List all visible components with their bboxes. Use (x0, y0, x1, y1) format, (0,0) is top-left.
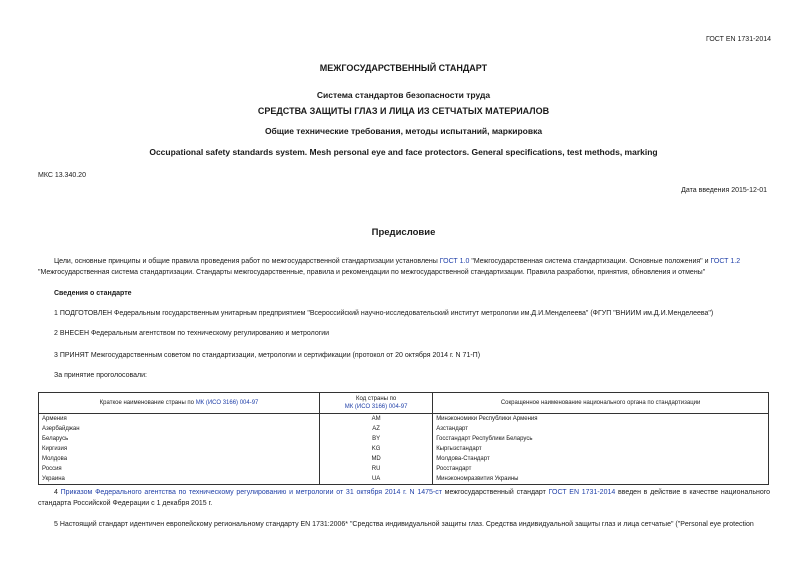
country-name: Армения (39, 414, 320, 425)
header-country-code (320, 393, 433, 414)
table-row (39, 464, 769, 474)
gost-1-0-link[interactable]: ГОСТ 1.0 (439, 258, 470, 265)
country-name: Россия (39, 464, 320, 474)
country-code: MD (320, 454, 433, 464)
preface-paragraph-4 (38, 487, 770, 509)
english-title: Occupational safety standards system. Mesh personal eye and face protectors. General specifications, test methods, marking (149, 147, 658, 157)
paragraph-text: Цели, основные принципы и общие правила проведения работ по межгосударственной стандартизации установлены (54, 258, 440, 265)
standards-body: Азстандарт (433, 424, 769, 434)
header-text: Код страны по (356, 396, 397, 402)
standards-body: Молдова-Стандарт (433, 454, 769, 464)
effective-date: Дата введения 2015-12-01 (681, 187, 767, 194)
info-item-prepared: 1 ПОДГОТОВЛЕН Федеральным государственным унитарным предприятием "Всероссийский научно-исследовательский институт метрологии им.Д.И.Менделеева" (ФГУП "ВНИИМ им.Д.И.Менделеева") (54, 310, 714, 317)
header-country-name (39, 393, 320, 414)
paragraph-text: "Межгосударственная система стандартизации. Стандарты межгосударственные, правила и рекомендации по межгосударственной стандартизации. Правила разработки, принятия, обновления и отмены" (38, 269, 706, 276)
paragraph-text: межгосударственный стандарт (441, 489, 549, 496)
document-main-title: СРЕДСТВА ЗАЩИТЫ ГЛАЗ И ЛИЦА ИЗ СЕТЧАТЫХ МАТЕРИАЛОВ (257, 106, 550, 116)
country-name: Украина (39, 474, 320, 485)
country-code: RU (320, 464, 433, 474)
country-name: Азербайджан (39, 424, 320, 434)
paragraph-text: 4 (54, 489, 61, 496)
rosstandart-order-link[interactable]: Приказом Федерального агентства по техническому регулированию и метрологии от 31 октября 2014 г. N 1475-ст (60, 489, 442, 496)
info-item-introduced: 2 ВНЕСЕН Федеральным агентством по техническому регулированию и метрологии (54, 330, 330, 337)
country-name: Беларусь (39, 434, 320, 444)
header-text: Краткое наименование страны по (99, 400, 196, 406)
table-row (39, 414, 769, 425)
preface-heading: Предисловие (371, 227, 436, 238)
standards-body: Росстандарт (433, 464, 769, 474)
country-code: UA (320, 474, 433, 485)
standards-body: Минэкономики Республики Армения (433, 414, 769, 425)
standard-info-heading: Сведения о стандарте (54, 290, 132, 297)
gost-1-2-link[interactable]: ГОСТ 1.2 (710, 258, 741, 265)
paragraph-text: "Межгосударственная система стандартизации. Основные положения" и (469, 258, 711, 265)
country-name: Молдова (39, 454, 320, 464)
country-code: BY (320, 434, 433, 444)
standards-body: Минэкономразвития Украины (433, 474, 769, 485)
country-code: KG (320, 444, 433, 454)
preface-paragraph-5: 5 Настоящий стандарт идентичен европейскому региональному стандарту EN 1731:2006* "Средства индивидуальной защиты глаз. Средства индивидуальной защиты глаз и лица сетчатые" ("Personal eye protection (54, 521, 754, 528)
table-row (39, 444, 769, 454)
header-standards-body: Сокращенное наименование национального органа по стандартизации (433, 393, 769, 414)
voting-countries-table (38, 392, 769, 485)
country-name: Киргизия (39, 444, 320, 454)
preface-paragraph-1 (38, 256, 770, 278)
standards-body: Госстандарт Республики Беларусь (433, 434, 769, 444)
paragraph-text: введен в действие в качестве национального стандарта Российской Федерации с 1 декабря 2015 г. (38, 489, 771, 507)
table-row (39, 474, 769, 485)
mks-code: МКС 13.340.20 (38, 172, 86, 179)
table-header-row (39, 393, 769, 414)
voting-intro: За принятие проголосовали: (54, 372, 147, 379)
document-subtitle: Общие технические требования, методы испытаний, маркировка (264, 126, 543, 136)
standards-body: Кыргызстандарт (433, 444, 769, 454)
standards-system-title: Система стандартов безопасности труда (316, 90, 491, 100)
standard-type-title: МЕЖГОСУДАРСТВЕННЫЙ СТАНДАРТ (319, 63, 488, 73)
mk-iso-3166-link[interactable]: МК (ИСО 3166) 004-97 (344, 404, 408, 410)
table-row (39, 424, 769, 434)
mk-iso-3166-link[interactable]: МК (ИСО 3166) 004-97 (195, 400, 259, 406)
info-item-adopted: 3 ПРИНЯТ Межгосударственным советом по стандартизации, метрологии и сертификации (протокол от 20 октября 2014 г. N 71-П) (54, 352, 481, 359)
document-code: ГОСТ EN 1731-2014 (705, 36, 771, 43)
country-code: AM (320, 414, 433, 425)
country-code: AZ (320, 424, 433, 434)
table-row (39, 434, 769, 444)
table-row (39, 454, 769, 464)
gost-en-1731-link[interactable]: ГОСТ EN 1731-2014 (548, 489, 616, 496)
